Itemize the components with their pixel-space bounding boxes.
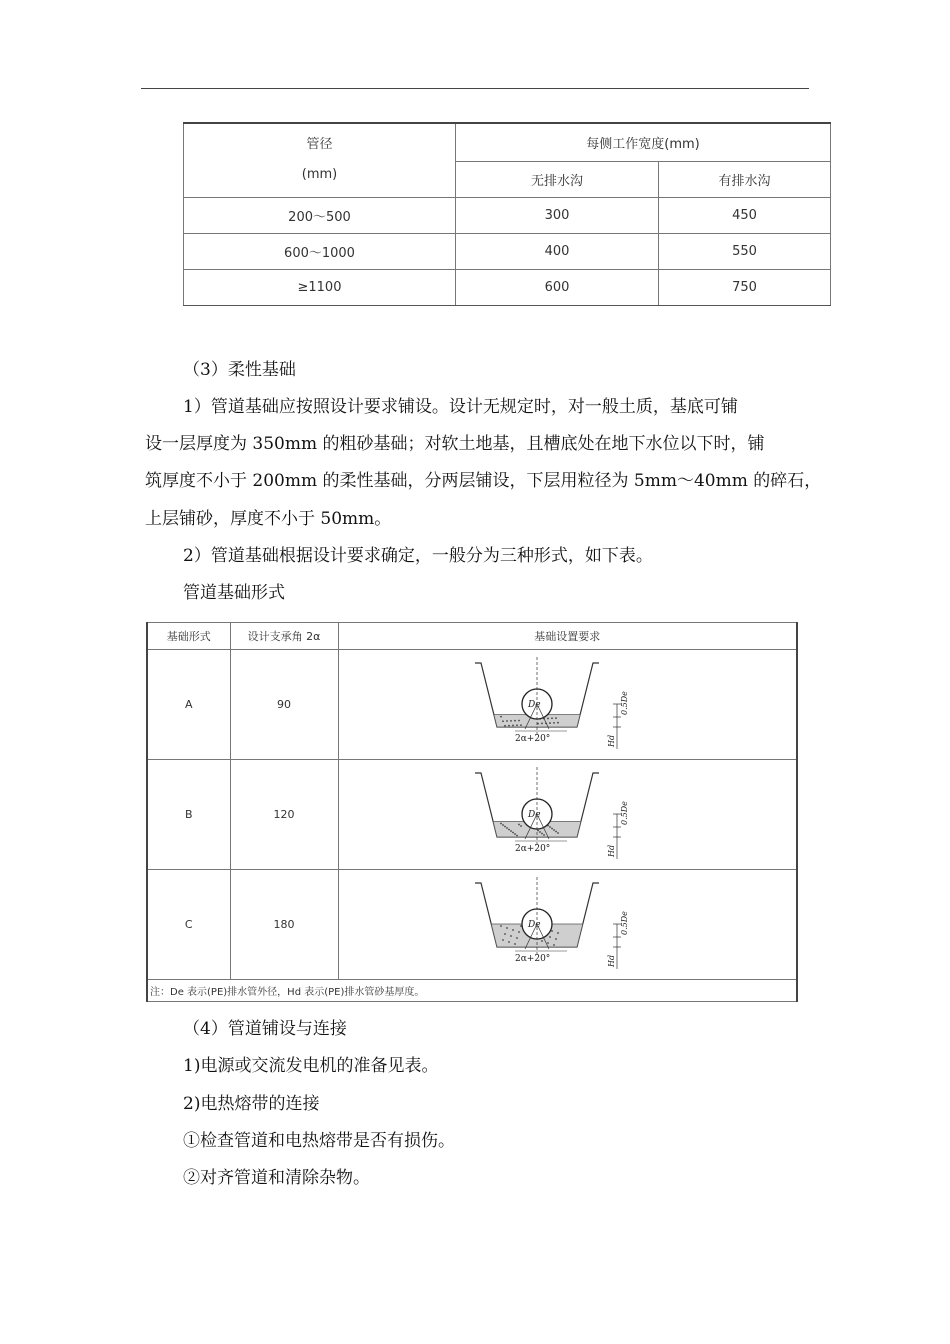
foundation-diagram-a bbox=[467, 655, 667, 755]
cell-drain: 750 bbox=[659, 269, 831, 305]
table-row bbox=[147, 760, 797, 870]
bedding-speck bbox=[508, 941, 510, 943]
pipe-label: De bbox=[528, 919, 541, 930]
bedding-speck bbox=[510, 935, 512, 937]
bedding-speck bbox=[516, 724, 518, 726]
cell-no-drain: 300 bbox=[456, 197, 659, 233]
cell-form: A bbox=[147, 650, 230, 760]
header-requirement: 基础设置要求 bbox=[338, 623, 797, 650]
bedding-speck bbox=[518, 823, 520, 825]
bedding-speck bbox=[553, 829, 555, 831]
bedding-speck bbox=[512, 929, 514, 931]
cell-diagram bbox=[338, 650, 797, 760]
cell-angle: 180 bbox=[230, 870, 338, 980]
cell-angle: 90 bbox=[230, 650, 338, 760]
cell-diameter: 600～1000 bbox=[184, 233, 456, 269]
bedding-speck bbox=[512, 831, 514, 833]
cell-form: C bbox=[147, 870, 230, 980]
cell-diameter: 200～500 bbox=[184, 197, 456, 233]
bedding-speck bbox=[547, 717, 549, 719]
paragraph-line: 设一层厚度为 350mm 的粗砂基础；对软土地基，且槽底处在地下水位以下时，铺 bbox=[145, 434, 765, 454]
bedding-speck bbox=[510, 719, 512, 721]
section4-heading: （4）管道铺设与连接 bbox=[183, 1019, 347, 1039]
base-thickness-label: Hd bbox=[607, 734, 617, 747]
cell-angle: 120 bbox=[230, 760, 338, 870]
bedding-speck bbox=[504, 933, 506, 935]
table-caption: 管道基础形式 bbox=[183, 583, 285, 603]
bedding-speck bbox=[506, 720, 508, 722]
angle-label: 2α+20° bbox=[515, 733, 551, 744]
header-rule bbox=[141, 88, 809, 89]
bedding-speck bbox=[557, 721, 559, 723]
header-pipe-diameter: 管径 (mm) bbox=[184, 123, 456, 197]
cell-drain: 550 bbox=[659, 233, 831, 269]
paragraph-line: ①检查管道和电热熔带是否有损伤。 bbox=[183, 1131, 455, 1151]
pipe-label: De bbox=[528, 809, 541, 820]
bedding-speck bbox=[551, 827, 553, 829]
cell-no-drain: 600 bbox=[456, 269, 659, 305]
table-row bbox=[147, 650, 797, 760]
bedding-speck bbox=[541, 940, 543, 942]
paragraph-line: 上层铺砂，厚度不小于 50mm。 bbox=[145, 509, 392, 529]
foundation-diagram-c bbox=[467, 875, 667, 975]
header-working-width: 每侧工作宽度(mm) bbox=[456, 123, 831, 161]
paragraph-line: 2）管道基础根据设计要求确定，一般分为三种形式，如下表。 bbox=[183, 546, 653, 566]
bedding-speck bbox=[504, 825, 506, 827]
paragraph-line: 2)电热熔带的连接 bbox=[183, 1094, 320, 1114]
bedding-speck bbox=[506, 927, 508, 929]
bedding-speck bbox=[551, 930, 553, 932]
base-thickness-label: Hd bbox=[607, 844, 617, 857]
bedding-speck bbox=[557, 932, 559, 934]
bedding-speck bbox=[551, 717, 553, 719]
bedding-speck bbox=[537, 829, 539, 831]
table-row bbox=[184, 233, 831, 269]
bedding-speck bbox=[512, 724, 514, 726]
bedding-speck bbox=[518, 719, 520, 721]
bedding-speck bbox=[541, 722, 543, 724]
foundation-form-table bbox=[146, 622, 796, 1000]
angle-label: 2α+20° bbox=[515, 953, 551, 964]
angle-label: 2α+20° bbox=[515, 843, 551, 854]
bedding-speck bbox=[500, 822, 502, 824]
header-with-drain: 有排水沟 bbox=[659, 161, 831, 197]
table-row bbox=[184, 269, 831, 305]
bedding-speck bbox=[516, 937, 518, 939]
bedding-speck bbox=[514, 943, 516, 945]
foundation-diagram-b bbox=[467, 765, 667, 865]
bedding-speck bbox=[502, 939, 504, 941]
bedding-speck bbox=[520, 825, 522, 827]
bedding-speck bbox=[504, 724, 506, 726]
bedding-speck bbox=[514, 719, 516, 721]
header-no-drain: 无排水沟 bbox=[456, 161, 659, 197]
bedding-speck bbox=[508, 828, 510, 830]
base-thickness-label: Hd bbox=[607, 954, 617, 967]
paragraph-line: ②对齐管道和清除杂物。 bbox=[183, 1168, 370, 1188]
cell-drain: 450 bbox=[659, 197, 831, 233]
bedding-speck bbox=[502, 720, 504, 722]
bedding-speck bbox=[516, 834, 518, 836]
half-diameter-label: 0.5De bbox=[620, 690, 630, 715]
table-note: 注：De 表示(PE)排水管外径，Hd 表示(PE)排水管砂基厚度。 bbox=[147, 980, 797, 1002]
bedding-speck bbox=[500, 925, 502, 927]
bedding-speck bbox=[553, 944, 555, 946]
bedding-speck bbox=[518, 931, 520, 933]
bedding-speck bbox=[555, 830, 557, 832]
bedding-speck bbox=[549, 826, 551, 828]
header-angle: 设计支承角 2α bbox=[230, 623, 338, 650]
bedding-speck bbox=[547, 942, 549, 944]
bedding-speck bbox=[539, 831, 541, 833]
cell-diagram bbox=[338, 760, 797, 870]
bedding-speck bbox=[502, 824, 504, 826]
bedding-speck bbox=[555, 717, 557, 719]
bedding-speck bbox=[549, 722, 551, 724]
section3-heading: （3）柔性基础 bbox=[183, 360, 296, 380]
table-row bbox=[184, 197, 831, 233]
bedding-speck bbox=[553, 721, 555, 723]
bedding-speck bbox=[514, 833, 516, 835]
bedding-speck bbox=[537, 722, 539, 724]
half-diameter-label: 0.5De bbox=[620, 800, 630, 825]
half-diameter-label: 0.5De bbox=[620, 910, 630, 935]
bedding-speck bbox=[557, 832, 559, 834]
paragraph-line: 筑厚度不小于 200mm 的柔性基础，分两层铺设，下层用粒径为 5mm～40mm 的碎石， bbox=[145, 471, 822, 491]
bedding-speck bbox=[549, 936, 551, 938]
working-width-table bbox=[183, 122, 830, 306]
paragraph-line: 1)电源或交流发电机的准备见表。 bbox=[183, 1056, 439, 1076]
cell-form: B bbox=[147, 760, 230, 870]
bedding-speck bbox=[500, 715, 502, 717]
cell-no-drain: 400 bbox=[456, 233, 659, 269]
bedding-speck bbox=[520, 724, 522, 726]
bedding-speck bbox=[541, 832, 543, 834]
paragraph-line: 1）管道基础应按照设计要求铺设。设计无规定时，对一般土质，基底可铺 bbox=[183, 397, 738, 417]
bedding-speck bbox=[506, 827, 508, 829]
bedding-speck bbox=[508, 724, 510, 726]
pipe-label: De bbox=[528, 699, 541, 710]
bedding-speck bbox=[510, 830, 512, 832]
cell-diagram bbox=[338, 870, 797, 980]
table-row bbox=[147, 870, 797, 980]
bedding-speck bbox=[543, 834, 545, 836]
cell-diameter: ≥1100 bbox=[184, 269, 456, 305]
header-form: 基础形式 bbox=[147, 623, 230, 650]
bedding-speck bbox=[555, 938, 557, 940]
